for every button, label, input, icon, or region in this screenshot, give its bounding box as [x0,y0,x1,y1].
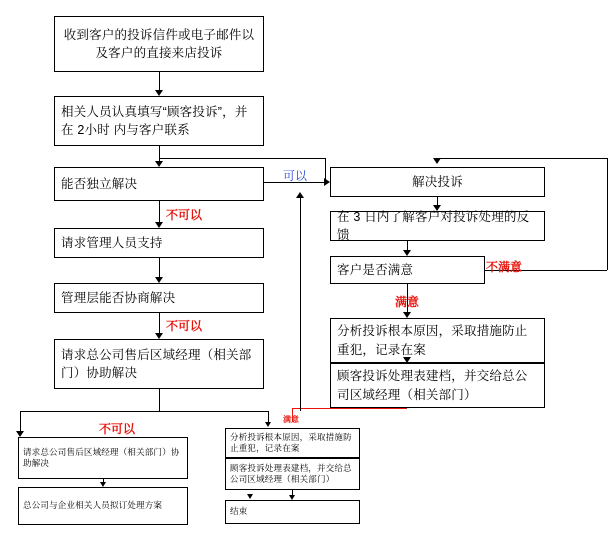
connector-cansolve-to-askmanager [159,201,160,222]
node-customer-satisfied: 客户是否满意 [330,256,485,284]
label-cannot-3: 不可以 [99,422,136,436]
connector-bottom-bracket-h [20,411,159,412]
arrow-askmanager-to-mgmtsolve [155,277,163,283]
arrow-mgmtsolve-to-askregion [155,333,163,339]
label-cannot-2: 不可以 [166,319,203,333]
node-archive-form-2: 顾客投诉处理表建档，并交给总公司区域经理（相关部门） [225,458,360,490]
connector-top-return-h [159,158,325,159]
arrow-satisfied-to-analyze [403,312,411,318]
connector-bottom-right-v [268,411,269,422]
node-ask-manager: 请求管理人员支持 [54,228,264,258]
connector-askregion-down [159,389,160,411]
arrow-to-askregion-2 [16,431,24,437]
label-satisfied: 满意 [395,295,420,309]
connector-notsatisfied-v [607,158,608,270]
arrow-cansolve-to-askmanager [155,222,163,228]
arrow-notsatisfied-to-resolve [433,158,441,164]
node-receive: 收到客户的投诉信件或电子邮件以及客户的直接来店投诉 [54,16,264,72]
arrow-archive2-to-end [247,494,253,499]
arrow-receive-to-fillform [155,90,163,96]
connector-archive2-to-end [292,490,293,498]
label-satisfied-small: 满意 [283,415,299,424]
connector-askmanager-to-mgmtsolve [159,258,160,277]
node-feedback-3days: 在 3 日内了解客户对投诉处理的反馈 [330,211,545,241]
arrow-resolve-to-feedback [433,205,441,211]
arrow-to-analyze-2 [265,422,271,427]
node-analyze-root-cause: 分析投诉根本原因，采取措施防止重犯，记录在案 [330,318,545,363]
arrow-analyze-to-archive [403,357,411,363]
connector-feedback-to-satisfied [407,241,408,250]
connector-archive-to-middle-h [292,408,407,409]
connector-resolve-to-feedback [437,197,438,205]
label-cannot-1: 不可以 [166,208,203,222]
node-resolve: 解决投诉 [330,167,545,197]
node-mgmt-can-solve: 管理层能否协商解决 [54,283,264,313]
connector-bottom-left-v [20,411,21,431]
arrow-askregion2-to-draftplan [100,482,106,487]
node-can-solve-alone: 能否独立解决 [54,167,264,201]
arrow-middle-long-up [296,192,304,198]
connector-top-return-v [325,158,326,182]
connector-receive-to-fillform [159,72,160,90]
connector-middle-long-v [300,197,301,411]
arrow-feedback-to-satisfied [403,250,411,256]
node-draft-plan: 总公司与企业相关人员拟订处理方案 [18,487,188,525]
arrow-fillform-to-cansolve [155,161,163,167]
connector-bottom-bracket-h2 [159,411,268,412]
label-can: 可以 [283,169,308,183]
node-end: 结束 [225,500,360,524]
node-ask-region-manager-2: 请求总公司售后区域经理（相关部门）协助解决 [18,437,188,479]
node-ask-region-manager: 请求总公司售后区域经理（相关部门）协助解决 [54,339,264,389]
connector-notsatisfied-return-h [437,158,607,159]
node-fill-form: 相关人员认真填写“顾客投诉”，并在 2小时 内与客户联系 [54,96,264,146]
node-analyze-root-cause-2: 分析投诉根本原因，采取措施防止重犯，记录在案 [225,428,360,458]
label-not-satisfied: 不满意 [486,260,523,274]
node-archive-form: 顾客投诉处理表建档，并交给总公司区域经理（相关部门） [330,363,545,408]
connector-mgmtsolve-to-askregion [159,313,160,333]
